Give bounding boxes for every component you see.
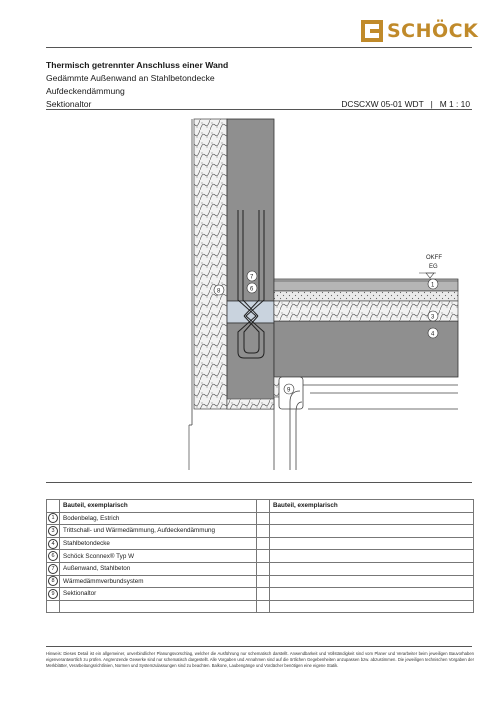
svg-text:1: 1 xyxy=(431,282,435,289)
table-row xyxy=(257,512,474,525)
table-row xyxy=(257,600,474,613)
svg-text:7: 7 xyxy=(250,274,254,281)
svg-text:9: 9 xyxy=(287,387,291,394)
drawing-scale: M 1 : 10 xyxy=(439,99,470,109)
footer-note: Hinweis: Dieses Detail ist ein allgemeiner, unverbindlicher Planungsvorschlag, welcher die Ausführung nur schematisch darstellt. Anwendbarkeit und Vollständigkeit sind vom Planer und Verarbeiter beim jeweiligen Bauvorhaben eigenverantwortlich zu prüfen. Angrenzende Gewerke sind nur schematisch dargestellt. Alle Vorgaben und Annahmen sind auf die örtlichen Gegebenheiten anzupassen bzw. abzustimmen. Die jeweiligen technischen Vorgaben der Merkblätter, Verarbeitungsrichtlinien, Normen und Systemzulassungen sind zu beachten. Balkone, Laubengänge und Vordächer benötigen eine eigene Statik. xyxy=(46,651,474,669)
separator: | xyxy=(430,99,433,109)
table-row: 9 Sektionaltor xyxy=(47,588,270,601)
table-row: 8 Wärmedämmverbundsystem xyxy=(47,575,270,588)
footer-rule xyxy=(46,646,472,647)
table-row: 3 Trittschall- und Wärmedämmung, Aufdeckendämmung xyxy=(47,525,270,538)
document-code: DCSCXW 05-01 WDT xyxy=(341,99,424,109)
exterior-wall-lower xyxy=(227,323,274,409)
table-row xyxy=(257,550,474,563)
table-row xyxy=(257,575,474,588)
table-row xyxy=(257,537,474,550)
legend-header-row xyxy=(47,500,270,513)
wdvs-insulation-wall xyxy=(194,119,227,409)
table-row: 4 Stahlbetondecke xyxy=(47,537,270,550)
level-label-okff: OKFF xyxy=(426,255,442,261)
callout-8 xyxy=(214,285,224,295)
table-row: 7 Außenwand, Stahlbeton xyxy=(47,562,270,575)
schoeck-logo-icon xyxy=(361,20,383,42)
legend-header: Bauteil, exemplarisch xyxy=(60,500,270,513)
subtitle-line-3: Sektionaltor xyxy=(46,99,92,109)
table-row xyxy=(257,562,474,575)
table-row: 1 Bodenbelag, Estrich xyxy=(47,512,270,525)
drawing-bottom-rule xyxy=(46,482,472,483)
brand-name: SCHÖCK xyxy=(387,20,479,42)
document-reference xyxy=(341,99,470,109)
legend-table-left xyxy=(46,499,270,613)
svg-text:3: 3 xyxy=(431,314,435,321)
callout-3 xyxy=(428,311,438,321)
schoeck-logo xyxy=(361,20,479,44)
table-row xyxy=(47,600,270,613)
table-row xyxy=(257,588,474,601)
section-drawing xyxy=(46,110,474,482)
svg-text:8: 8 xyxy=(217,288,221,295)
callout-6 xyxy=(247,283,257,293)
callout-7 xyxy=(247,271,257,281)
callout-9 xyxy=(284,384,294,394)
impact-sound-insulation xyxy=(274,291,458,301)
subtitle-line-1: Gedämmte Außenwand an Stahlbetondecke xyxy=(46,73,215,83)
svg-text:6: 6 xyxy=(250,286,254,293)
level-label-eg: EG xyxy=(429,264,438,270)
level-marker xyxy=(419,255,442,278)
sectional-door xyxy=(274,377,458,470)
legend-table-right xyxy=(256,499,474,613)
table-row: 6 Schöck Sconnex® Typ W xyxy=(47,550,270,563)
header-rule xyxy=(46,47,472,48)
legend-header: Bauteil, exemplarisch xyxy=(270,500,474,513)
legend-header-row xyxy=(257,500,474,513)
page-title: Thermisch getrennter Anschluss einer Wand xyxy=(46,60,229,70)
callout-1 xyxy=(428,279,438,289)
table-row xyxy=(257,525,474,538)
subtitle-line-2: Aufdeckendämmung xyxy=(46,86,125,96)
svg-text:4: 4 xyxy=(431,331,435,338)
callout-4 xyxy=(428,328,438,338)
